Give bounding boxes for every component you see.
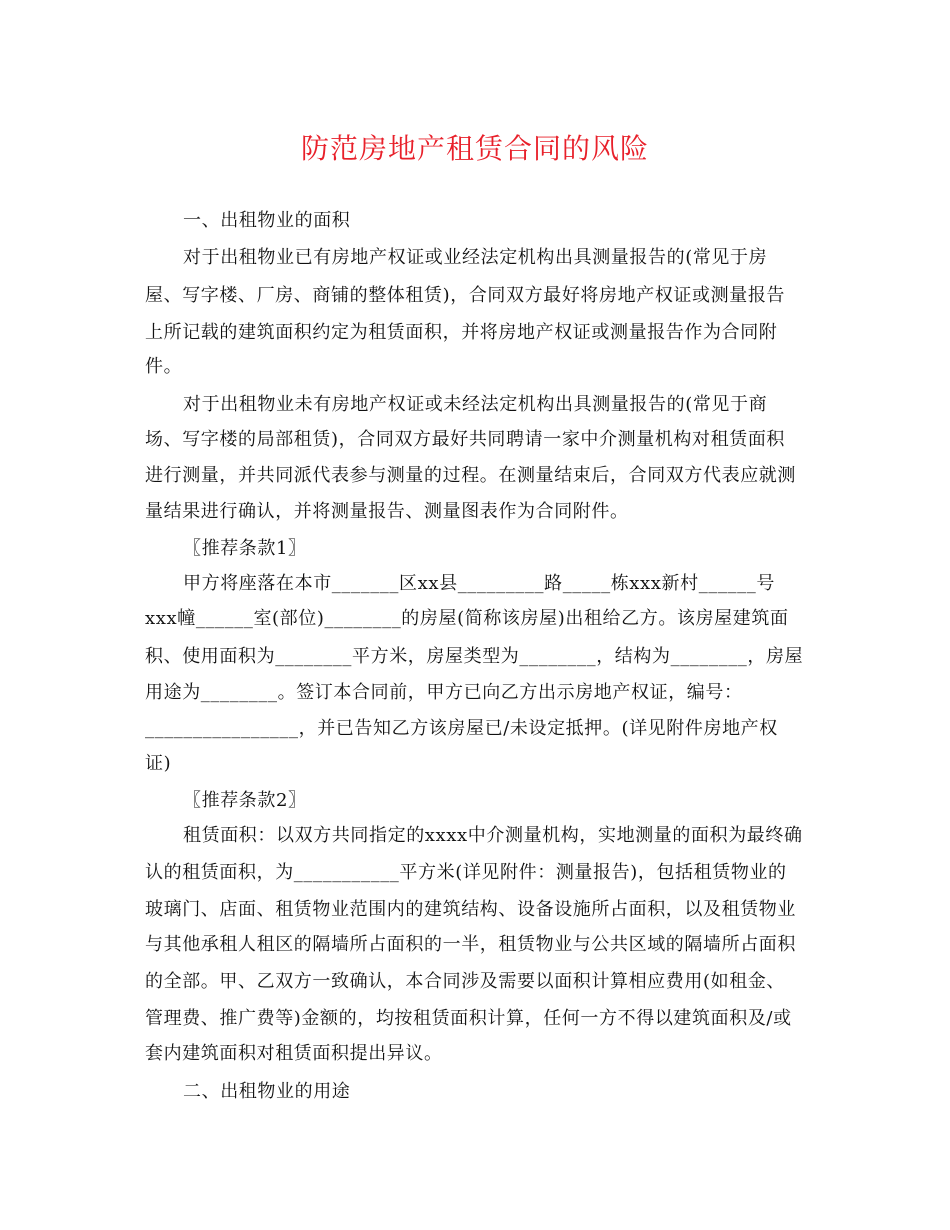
section-heading-1: 一、出租物业的面积 (183, 210, 351, 231)
paragraph-line: 量结果进行确认，并将测量报告、测量图表作为合同附件。 (145, 501, 629, 522)
paragraph-line: 积、使用面积为________平方米，房屋类型为________，结构为________，房屋 (145, 646, 804, 667)
paragraph-line: 认的租赁面积，为___________平方米(详见附件：测量报告)，包括租赁物业的 (145, 862, 787, 883)
paragraph-line: 套内建筑面积对租赁面积提出异议。 (145, 1043, 443, 1064)
paragraph-line: 场、写字楼的局部租赁)，合同双方最好共同聘请一家中介测量机构对租赁面积 (145, 429, 786, 450)
paragraph-line: 上所记载的建筑面积约定为租赁面积，并将房地产权证或测量报告作为合同附 (145, 322, 778, 343)
paragraph-line: 对于出租物业已有房地产权证或业经法定机构出具测量报告的(常见于房 (183, 247, 768, 268)
paragraph-line: xxx幢______室(部位)________的房屋(简称该房屋)出租给乙方。该房屋建筑面 (145, 608, 789, 629)
paragraph-line: 证) (145, 753, 172, 774)
paragraph-line: 的全部。甲、乙双方一致确认，本合同涉及需要以面积计算相应费用(如租金、 (145, 971, 786, 992)
paragraph-line: ________________，并已告知乙方该房屋已/未设定抵押。(详见附件房地产权 (145, 718, 778, 739)
paragraph-line: 进行测量，并共同派代表参与测量的过程。在测量结束后，合同双方代表应就测 (145, 465, 796, 486)
paragraph-line: 屋、写字楼、厂房、商铺的整体租赁)，合同双方最好将房地产权证或测量报告 (145, 285, 786, 306)
paragraph-line: 与其他承租人租区的隔墙所占面积的一半，租赁物业与公共区域的隔墙所占面积 (145, 934, 796, 955)
paragraph-line: 玻璃门、店面、租赁物业范围内的建筑结构、设备设施所占面积，以及租赁物业 (145, 899, 796, 920)
section-heading-2: 二、出租物业的用途 (183, 1081, 351, 1102)
clause-heading-1: 〖推荐条款1〗 (183, 538, 307, 559)
document-title: 防范房地产租赁合同的风险 (300, 132, 649, 165)
paragraph-line: 租赁面积：以双方共同指定的xxxx中介测量机构，实地测量的面积为最终确 (183, 825, 803, 846)
paragraph-line: 用途为________。签订本合同前，甲方已向乙方出示房地产权证，编号： (145, 682, 743, 703)
paragraph-line: 管理费、推广费等)金额的，均按租赁面积计算，任何一方不得以建筑面积及/或 (145, 1008, 792, 1029)
paragraph-line: 甲方将座落在本市_______区xx县_________路_____栋xxx新村______号 (183, 573, 775, 594)
paragraph-line: 对于出租物业未有房地产权证或未经法定机构出具测量报告的(常见于商 (183, 394, 768, 415)
paragraph-line: 件。 (145, 356, 183, 377)
clause-heading-2: 〖推荐条款2〗 (183, 790, 307, 811)
